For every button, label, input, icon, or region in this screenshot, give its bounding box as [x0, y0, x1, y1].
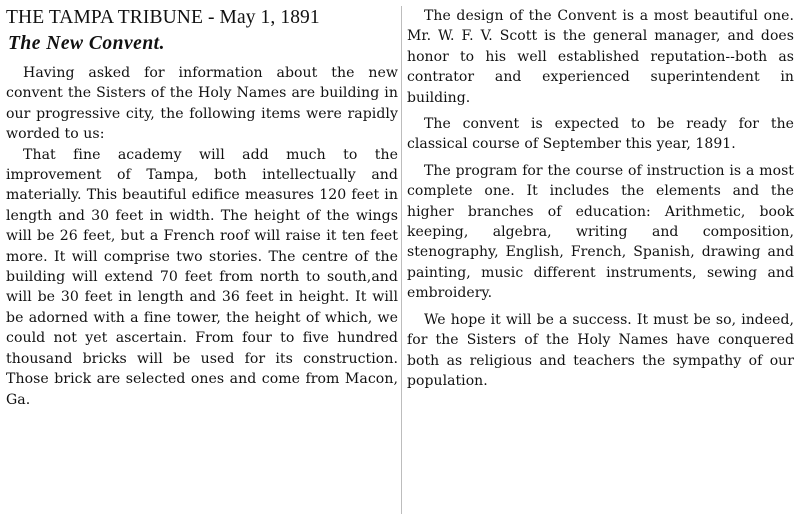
- article-paragraph-6: We hope it will be a success. It must be so, indeed, for the Sisters of the Holy Names have conquered both as religious and teachers the sympathy of our population.: [407, 311, 794, 389]
- left-column: [6, 0, 398, 410]
- article-paragraph-3: The design of the Convent is a most beautiful one. Mr. W. F. V. Scott is the general manager, and does honor to his well established reputation--both as contrator and experienced superintendent in building.: [407, 8, 794, 106]
- article-paragraph-1: Having asked for information about the new convent the Sisters of the Holy Names are building in our progressive city, the following items were rapidly worded to us:: [6, 65, 398, 143]
- article-paragraph-4: The convent is expected to be ready for the classical course of September this year, 1891.: [407, 116, 794, 153]
- article-paragraph-5: The program for the course of instruction is a most complete one. It includes the elements and the higher branches of education: Arithmetic, book keeping, algebra, writing and composition, stenography, English, French, Spanish, drawing and painting, music different instruments, sewing and embroidery.: [407, 162, 794, 302]
- column-divider: [401, 6, 402, 514]
- masthead: THE TAMPA TRIBUNE - May 1, 1891: [6, 7, 320, 28]
- article-paragraph-2: That fine academy will add much to the improvement of Tampa, both intellectually and materially. This beautiful edifice measures 120 feet in length and 30 feet in width. The height of the wings will be 26 feet, but a French roof will raise it ten feet more. It will comprise two stories. The centre of the building will extend 70 feet from north to south,and will be 30 feet in length and 36 feet in height. It will be adorned with a fine tower, the height of which, we could not yet ascertain. From four to five hundred thousand bricks will be used for its construction. Those brick are selected ones and come from Macon, Ga.: [6, 146, 398, 408]
- right-column: [407, 0, 794, 391]
- article-headline: The New Convent.: [8, 33, 165, 54]
